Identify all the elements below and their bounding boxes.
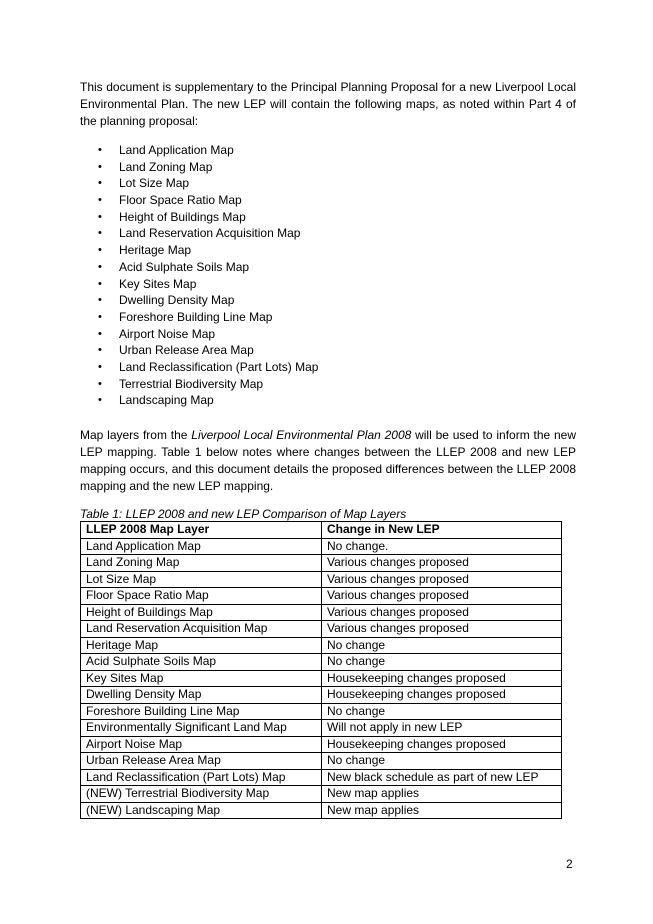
table-row	[81, 736, 562, 753]
bullet-icon: •	[98, 394, 102, 407]
table-row	[81, 720, 562, 737]
cell-change: Various changes proposed	[322, 555, 562, 572]
cell-change: New map applies	[322, 786, 562, 803]
bullet-icon: •	[98, 194, 102, 207]
cell-map-layer: (NEW) Terrestrial Biodiversity Map	[81, 786, 322, 803]
cell-map-layer: Airport Noise Map	[81, 736, 322, 753]
cell-map-layer: Dwelling Density Map	[81, 687, 322, 704]
cell-change: Housekeeping changes proposed	[322, 670, 562, 687]
table-row	[81, 621, 562, 638]
table-row	[81, 786, 562, 803]
table-row	[81, 555, 562, 572]
cell-map-layer: Key Sites Map	[81, 670, 322, 687]
list-item	[98, 326, 318, 343]
intro-paragraph: This document is supplementary to the Principal Planning Proposal for a new Liverpool Local Environmental Plan. The new LEP will contain the following maps, as noted within Part 4 of the planning proposal:	[80, 80, 576, 128]
map-layers-comparison-table	[80, 521, 562, 819]
bullet-icon: •	[98, 327, 102, 340]
list-item-label: Land Reclassification (Part Lots) Map	[119, 359, 319, 374]
cell-map-layer: Foreshore Building Line Map	[81, 703, 322, 720]
bullet-icon: •	[98, 377, 102, 390]
list-item-label: Key Sites Map	[119, 276, 197, 291]
bullet-icon: •	[98, 177, 102, 190]
list-item-label: Landscaping Map	[119, 393, 214, 408]
bullet-icon: •	[98, 360, 102, 373]
list-item-label: Land Reservation Acquisition Map	[119, 226, 301, 241]
cell-change: Various changes proposed	[322, 588, 562, 605]
list-item-label: Urban Release Area Map	[119, 343, 254, 358]
table-row	[81, 571, 562, 588]
list-item	[98, 392, 318, 409]
list-item	[98, 225, 318, 242]
list-item-label: Acid Sulphate Soils Map	[119, 259, 250, 274]
header-llep-2008-map-layer: LLEP 2008 Map Layer	[81, 522, 322, 539]
table-row	[81, 654, 562, 671]
cell-change: No change	[322, 703, 562, 720]
cell-change: New black schedule as part of new LEP	[322, 769, 562, 786]
list-item-label: Floor Space Ratio Map	[119, 193, 242, 208]
cell-map-layer: Heritage Map	[81, 637, 322, 654]
list-item-label: Terrestrial Biodiversity Map	[119, 376, 264, 391]
table-body	[81, 538, 562, 819]
bullet-icon: •	[98, 260, 102, 273]
bullet-icon: •	[98, 244, 102, 257]
cell-change: Various changes proposed	[322, 621, 562, 638]
bullet-icon: •	[98, 227, 102, 240]
list-item	[98, 159, 318, 176]
table-header-row	[81, 522, 562, 539]
bullet-icon: •	[98, 277, 102, 290]
list-item	[98, 142, 318, 159]
bullet-icon: •	[98, 160, 102, 173]
list-item	[98, 359, 318, 376]
table-caption: Table 1: LLEP 2008 and new LEP Comparison of Map Layers	[80, 507, 407, 521]
cell-map-layer: Height of Buildings Map	[81, 604, 322, 621]
list-item-label: Heritage Map	[119, 243, 192, 258]
list-item-label: Dwelling Density Map	[119, 293, 235, 308]
list-item	[98, 175, 318, 192]
list-item-label: Lot Size Map	[119, 176, 190, 191]
cell-map-layer: Floor Space Ratio Map	[81, 588, 322, 605]
maps-bullet-list	[98, 142, 318, 409]
cell-change: Various changes proposed	[322, 604, 562, 621]
cell-map-layer: Environmentally Significant Land Map	[81, 720, 322, 737]
cell-map-layer: Land Reclassification (Part Lots) Map	[81, 769, 322, 786]
llep-title-italic: Liverpool Local Environmental Plan 2008	[191, 428, 412, 442]
table-row	[81, 753, 562, 770]
cell-change: New map applies	[322, 802, 562, 819]
table-row	[81, 538, 562, 555]
list-item	[98, 342, 318, 359]
table-row	[81, 588, 562, 605]
header-change-in-new-lep: Change in New LEP	[322, 522, 562, 539]
cell-map-layer: Urban Release Area Map	[81, 753, 322, 770]
list-item	[98, 376, 318, 393]
list-item	[98, 192, 318, 209]
map-layers-text-after: will be used to inform the new LEP mapping. Table 1 below notes where changes between the LLEP 2008 and new LEP mapping occurs, and this document details the proposed differences between the LLEP 2008 mapping and the new LEP mapping.	[80, 428, 577, 493]
bullet-icon: •	[98, 294, 102, 307]
cell-map-layer: Lot Size Map	[81, 571, 322, 588]
bullet-icon: •	[98, 344, 102, 357]
table-row	[81, 604, 562, 621]
list-item	[98, 259, 318, 276]
table-row	[81, 687, 562, 704]
cell-change: Will not apply in new LEP	[322, 720, 562, 737]
list-item-label: Foreshore Building Line Map	[119, 309, 273, 324]
cell-change: Housekeeping changes proposed	[322, 736, 562, 753]
cell-map-layer: Acid Sulphate Soils Map	[81, 654, 322, 671]
list-item-label: Land Application Map	[119, 143, 234, 157]
cell-change: No change	[322, 637, 562, 654]
cell-change: No change	[322, 654, 562, 671]
cell-map-layer: Land Zoning Map	[81, 555, 322, 572]
cell-change: Various changes proposed	[322, 571, 562, 588]
cell-change: No change	[322, 753, 562, 770]
bullet-icon: •	[98, 210, 102, 223]
cell-map-layer: Land Application Map	[81, 538, 322, 555]
cell-map-layer: (NEW) Landscaping Map	[81, 802, 322, 819]
cell-change: Housekeeping changes proposed	[322, 687, 562, 704]
map-layers-paragraph	[80, 427, 576, 495]
list-item	[98, 209, 318, 226]
list-item	[98, 276, 318, 293]
table-row	[81, 637, 562, 654]
list-item	[98, 292, 318, 309]
map-layers-text-before: Map layers from the	[80, 428, 192, 442]
bullet-icon: •	[98, 144, 102, 156]
list-item-label: Airport Noise Map	[119, 326, 216, 341]
table-row	[81, 703, 562, 720]
table-row	[81, 670, 562, 687]
list-item-label: Land Zoning Map	[119, 159, 213, 174]
list-item	[98, 309, 318, 326]
list-item	[98, 242, 318, 259]
cell-map-layer: Land Reservation Acquisition Map	[81, 621, 322, 638]
bullet-icon: •	[98, 310, 102, 323]
cell-change: No change.	[322, 538, 562, 555]
list-item-label: Height of Buildings Map	[119, 209, 246, 224]
page-number: 2	[566, 857, 573, 871]
table-row	[81, 802, 562, 819]
table-row	[81, 769, 562, 786]
